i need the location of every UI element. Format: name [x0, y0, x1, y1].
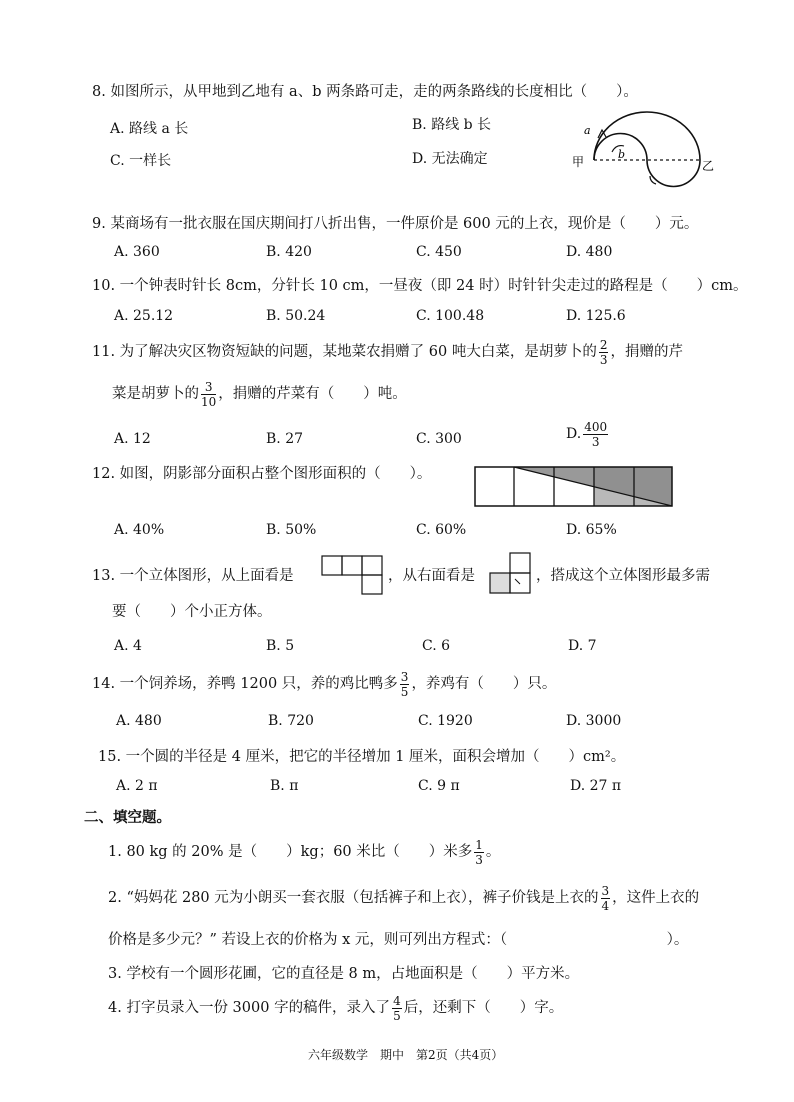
q12-option-c: C. 60%: [416, 522, 467, 538]
q13-text-part1: 13. 一个立体图形，从上面看是: [92, 568, 294, 584]
q12-option-d: D. 65%: [566, 522, 617, 538]
q11-line1-text-a: 11. 为了解决灾区物资短缺的问题，某地菜农捐赠了 60 吨大白菜，是胡萝卜的: [92, 344, 597, 360]
q11-line2-text-a: 菜是胡萝卜的: [112, 386, 199, 402]
fill-q4-text-a: 4. 打字员录入一份 3000 字的稿件，录入了: [108, 1000, 391, 1016]
q11-option-a: A. 12: [114, 431, 151, 447]
q14-fraction-3-5: [400, 671, 410, 698]
fill-q4-fraction-numerator: 4: [393, 993, 401, 1008]
q8-option-d: D. 无法确定: [412, 151, 488, 167]
q9-option-c: C. 450: [416, 244, 462, 260]
q11-option-d-denominator: 3: [591, 434, 600, 449]
q12-option-a: A. 40%: [114, 522, 165, 538]
q8-route-figure: [572, 100, 722, 192]
q11-option-c: C. 300: [416, 431, 462, 447]
q11-fraction-2-3-denominator: 3: [599, 352, 608, 367]
q11-fraction-2-3-numerator: 2: [599, 337, 608, 352]
q11-line2: [112, 380, 407, 408]
q14-option-d: D. 3000: [566, 713, 622, 729]
q8-option-b: B. 路线 b 长: [412, 117, 492, 133]
fill-q4-fraction: [392, 995, 402, 1022]
q12-shaded-rectangle-figure: [474, 466, 674, 508]
fill-q4-text-b: 后，还剩下（ ）字。: [403, 1000, 564, 1016]
q10-option-d: D. 125.6: [566, 308, 626, 324]
fill-q3: 3. 学校有一个圆形花圃，它的直径是 8 m，占地面积是（ ）平方米。: [108, 966, 580, 982]
q14-stem: [92, 670, 556, 698]
fill-q4-fraction-denominator: 5: [393, 1008, 401, 1023]
q8-option-a: A. 路线 a 长: [110, 121, 189, 137]
q10-option-c: C. 100.48: [416, 308, 485, 324]
fill-q2-fraction: [601, 885, 611, 912]
q14-option-a: A. 480: [116, 713, 162, 729]
q9-option-b: B. 420: [266, 244, 312, 260]
fill-q2-text-a: 2. “妈妈花 280 元为小朗买一套衣服（包括裤子和上衣），裤子价钱是上衣的: [108, 890, 599, 906]
q8-label-b: b: [618, 148, 626, 161]
fill-q1-fraction: [474, 839, 484, 866]
q13-top-view-figure: [321, 555, 385, 597]
q12-option-b: B. 50%: [266, 522, 317, 538]
q11-option-b: B. 27: [266, 431, 304, 447]
fill-q4: [108, 994, 563, 1022]
q9-stem: 9. 某商场有一批衣服在国庆期间打八折出售，一件原价是 600 元的上衣，现价是（ ）元。: [92, 216, 699, 232]
q15-option-c: C. 9 π: [418, 778, 460, 794]
page-footer: 六年级数学 期中 第2页（共4页）: [308, 1048, 504, 1062]
fill-q1: [108, 838, 500, 866]
q13-option-b: B. 5: [266, 638, 295, 654]
fill-q2-text-b: ，这件上衣的: [612, 890, 700, 906]
q9-option-d: D. 480: [566, 244, 613, 260]
q9-option-a: A. 360: [114, 244, 160, 260]
q10-option-a: A. 25.12: [114, 308, 174, 324]
q13-text-part3: ，搭成这个立体图形最多需: [536, 568, 710, 584]
q14-fraction-denominator: 5: [400, 684, 409, 699]
q14-fraction-numerator: 3: [400, 669, 409, 684]
fill-q1-text-a: 1. 80 kg 的 20% 是（ ）kg；60 米比（ ）米多: [108, 844, 473, 860]
fill-q2-line2: 价格是多少元？” 若设上衣的价格为 x 元，则可列出方程式：（ ）。: [108, 932, 689, 948]
q8-option-c: C. 一样长: [110, 153, 172, 169]
q11-fraction-3-10-denominator: 10: [201, 394, 217, 409]
q11-fraction-3-10: [201, 381, 216, 408]
q13-text-part2: ，从右面看是: [388, 568, 475, 584]
q8-label-end: 乙: [702, 159, 715, 173]
q14-option-c: C. 1920: [418, 713, 473, 729]
q11-fraction-3-10-numerator: 3: [201, 381, 216, 395]
q13-right-view-figure: [488, 551, 534, 597]
q11-option-d-numerator: 400: [584, 419, 608, 434]
q11-line1: [92, 338, 683, 366]
fill-q2-line1: [108, 884, 699, 912]
q14-option-b: B. 720: [268, 713, 314, 729]
q13-option-d: D. 7: [568, 638, 597, 654]
q14-text-b: ，养鸡有（ ）只。: [411, 676, 557, 692]
q12-stem: 12. 如图，阴影部分面积占整个图形面积的（ ）。: [92, 466, 432, 482]
q11-option-d: [566, 420, 610, 448]
q10-option-b: B. 50.24: [266, 308, 326, 324]
fill-q2-fraction-numerator: 3: [601, 883, 610, 898]
q15-option-b: B. π: [270, 778, 299, 794]
section-fill-in-heading: 二、填空题。: [84, 809, 171, 826]
q13-option-a: A. 4: [114, 638, 142, 654]
q11-line2-text-b: ，捐赠的芹菜有（ ）吨。: [218, 386, 407, 402]
q15-option-d: D. 27 π: [570, 778, 622, 794]
q11-option-d-label: D.: [566, 426, 582, 442]
q13-option-c: C. 6: [422, 638, 451, 654]
q14-text-a: 14. 一个饲养场，养鸭 1200 只，养的鸡比鸭多: [92, 676, 398, 692]
q11-line1-text-b: ，捐赠的芹: [610, 344, 683, 360]
fill-q1-fraction-denominator: 3: [475, 852, 483, 867]
fill-q1-fraction-numerator: 1: [475, 837, 483, 852]
fill-q1-text-b: 。: [485, 844, 501, 860]
q15-option-a: A. 2 π: [116, 778, 158, 794]
q8-label-a: a: [584, 124, 591, 137]
q10-stem: 10. 一个钟表时针长 8cm，分针长 10 cm，一昼夜（即 24 时）时针针尖走过的路程是（ ）cm。: [92, 278, 748, 294]
q8-label-start: 甲: [572, 155, 585, 169]
fill-q2-fraction-denominator: 4: [601, 898, 610, 913]
q8-stem: 8. 如图所示，从甲地到乙地有 a、b 两条路可走，走的两条路线的长度相比（ ）。: [92, 84, 638, 100]
q13-line2: 要（ ）个小正方体。: [112, 604, 272, 620]
q11-fraction-2-3: [599, 339, 609, 366]
q15-stem: 15. 一个圆的半径是 4 厘米，把它的半径增加 1 厘米，面积会增加（ ）cm²。: [98, 749, 626, 765]
q11-option-d-fraction: [583, 421, 608, 448]
